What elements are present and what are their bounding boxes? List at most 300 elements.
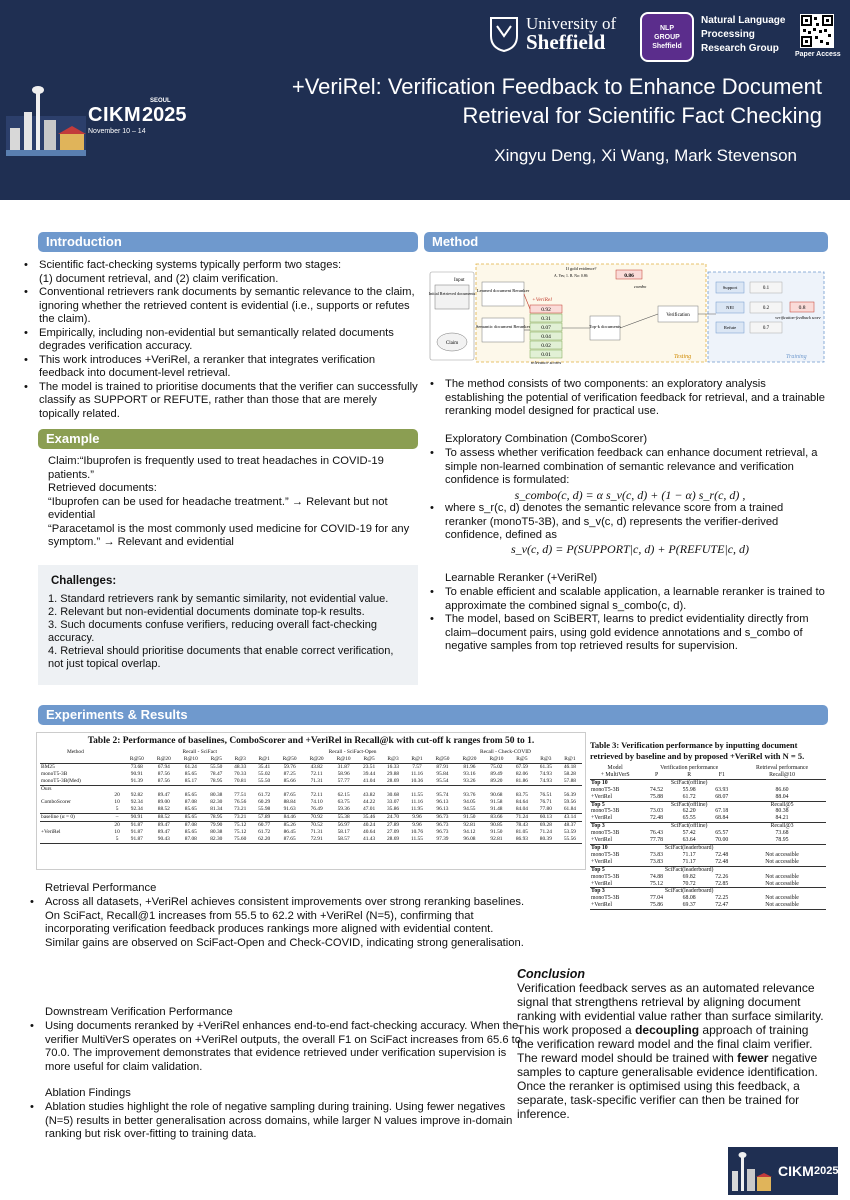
t2-value-cell: 59.36 (337, 806, 350, 813)
diagram-verification: Verification (666, 313, 690, 318)
group-name-line1: Natural Language (701, 15, 786, 26)
diagram-testing: Testing (674, 354, 692, 360)
conclusion-p3-bold: fewer (737, 1051, 769, 1065)
t2-value-cell: 75.12 (228, 822, 252, 829)
t2-value-cell: 87.56 (157, 777, 170, 784)
t2-value-cell: 72.11 (310, 770, 323, 777)
t2-value-cell: 83.75 (515, 792, 528, 799)
t2-group-header: Recall - SciFact-Open (328, 749, 377, 755)
diagram-rel-scores-label: relevance scores (530, 360, 562, 365)
t2-value-cell: 96.73 (436, 828, 449, 835)
conclusion-heading: Conclusion (517, 967, 586, 981)
university-crest-icon (489, 16, 519, 52)
table-row (590, 874, 826, 881)
table-row (40, 829, 582, 836)
t2-col-header: R@1 (564, 755, 576, 762)
t3-value-cell: 72.26 (715, 873, 729, 880)
t3-value-cell: 69.37 (682, 902, 696, 909)
t2-value-cell: 81.86 (515, 777, 528, 784)
t2-value-cell: 60.77 (252, 822, 276, 829)
t2-value-cell: 11.55 (411, 792, 423, 799)
diagram-gold-question: If gold evidence? (566, 266, 597, 271)
t2-value-cell: 9.96 (405, 814, 429, 822)
t2-col-header: R@3 (234, 755, 246, 762)
t2-value-cell: 61.72 (258, 828, 271, 835)
t3-setting-label: SciFact(offline) (640, 823, 738, 830)
t2-value-cell: 10.36 (410, 777, 424, 784)
t2-value-cell: 74.93 (539, 770, 552, 777)
t2-value-cell: 62.20 (258, 835, 271, 842)
t2-value-cell: 91.50 (456, 814, 483, 822)
t2-value-cell: 95.84 (436, 770, 449, 777)
method-bullet: • To enable efficient and scalable application, a learnable reranker is trained to approximate the combined signal s_combo(c, d). (426, 586, 826, 613)
t3-value-cell: 61.72 (682, 793, 696, 800)
table-row (590, 794, 826, 801)
downstream-heading (45, 1006, 525, 1020)
t2-value-cell: 90.85 (483, 822, 510, 829)
t2-value-cell: 58.96 (337, 770, 350, 777)
t2-value-cell: 53.59 (563, 828, 576, 835)
t2-n-cell (111, 763, 124, 770)
learn-heading (445, 572, 825, 586)
t3-model-cell: monoT5-3B (591, 851, 620, 858)
t2-col-header: R@3 (387, 755, 399, 762)
t2-value-cell: 87.25 (283, 770, 296, 777)
t2-method-cell (40, 836, 111, 843)
t2-value-cell: 55.56 (563, 835, 576, 842)
t2-value-cell: 81.05 (515, 828, 528, 835)
t2-method-cell: Ours (40, 785, 111, 792)
t2-value-cell: 71.31 (310, 828, 323, 835)
t2-value-cell: 90.43 (157, 835, 170, 842)
t2-value-cell: 75.02 (483, 763, 510, 770)
t3-model-cell: +VeriRel (591, 793, 612, 800)
t2-value-cell: 90.68 (490, 792, 503, 799)
t3-value-cell: Not accessible (765, 895, 799, 902)
t3-model-cell: monoT5-3B (591, 808, 620, 815)
t2-value-cell: 90.91 (130, 770, 143, 777)
t2-value-cell: 7.57 (405, 763, 429, 770)
learn-list (426, 586, 826, 654)
t3-value-cell: Not accessible (765, 873, 799, 880)
results-bullet: • Ablation studies highlight the role of negative sampling during training. Using fewer negatives (N=5) results in better generalisation across domains, while larger N values improve in-domain ranking but risk over-fitting to training data. (26, 1101, 526, 1142)
poster-title (225, 72, 822, 130)
t2-value-cell: 58.57 (337, 835, 350, 842)
t3-model-cell: +VeriRel (591, 815, 612, 822)
t2-value-cell: 70.92 (303, 814, 330, 822)
t2-value-cell: 96.13 (436, 799, 449, 806)
t3-value-cell: 71.17 (682, 858, 696, 865)
t2-value-cell: 27.09 (386, 828, 400, 835)
conclusion-p2-c: approach of training the verification reward model and the final claim verifier. (517, 1023, 813, 1051)
t2-value-cell: 60.13 (534, 814, 558, 822)
t2-value-cell: 89.47 (157, 828, 170, 835)
footer-logo-year: 2025 (814, 1165, 839, 1177)
t2-value-cell: 58.17 (337, 828, 350, 835)
t2-group-header: Recall - Check-COVID (480, 749, 531, 755)
t2-col-header: R@50 (129, 755, 144, 762)
t3-r-header: R (687, 771, 692, 778)
t3-block-header (590, 866, 826, 873)
t2-value-cell: 91.87 (130, 835, 143, 842)
t2-value-cell: 29.88 (386, 770, 400, 777)
t2-value-cell: 81.96 (456, 763, 483, 770)
t2-value-cell: 30.68 (386, 792, 400, 799)
t2-value-cell: 59.56 (563, 799, 576, 806)
t2-value-cell: 87.91 (429, 763, 456, 770)
t2-value-cell: 11.16 (411, 770, 423, 777)
results-bullet: • Using documents reranked by +VeriRel enhances end-to-end fact-checking accuracy. When the verifier MultiVerS operates on +VeriRel outputs, the overall F1 on SciFact increases from 65.6 to 70.0. The improvement demonstrates that evidence retrieved under verification supervision is more useful for claim validation. (26, 1020, 526, 1074)
t2-value-cell: 86.45 (283, 828, 296, 835)
t2-value-cell: 58.28 (563, 770, 576, 777)
t3-value-cell: 72.85 (715, 880, 729, 887)
conclusion-p2 (517, 1023, 827, 1051)
conference-city: SEOUL (150, 98, 171, 104)
t3-value-cell: Not accessible (765, 902, 799, 909)
t2-value-cell: 87.08 (184, 799, 197, 806)
t2-col-header: R@20 (462, 755, 477, 762)
t3-value-cell: 68.08 (682, 895, 696, 902)
introduction-list (20, 259, 418, 421)
t2-col-header: R@1 (258, 755, 270, 762)
experiments-heading: Experiments & Results (38, 705, 828, 725)
formula-combo: s_combo(c, d) = α s_v(c, d) + (1 − α) s_r(c, d) , (514, 488, 746, 502)
t3-value-cell: 86.60 (775, 786, 789, 793)
t3-value-cell: 72.25 (715, 895, 729, 902)
challenges-heading: Challenges: (51, 575, 117, 587)
t2-n-cell: 5 (115, 835, 119, 842)
t3-value-cell: 78.95 (775, 837, 789, 844)
t2-value-cell: 82.06 (515, 770, 528, 777)
retrieval-heading-text: Retrieval Performance (45, 882, 157, 894)
t2-value-cell: 35.86 (386, 806, 400, 813)
example-heading: Example (38, 429, 418, 449)
t2-value-cell: 87.65 (283, 792, 296, 799)
challenge-item: 4. Retrieval should prioritise documents that enable correct verification, not just topical overlap. (48, 645, 394, 670)
ablation-list (26, 1101, 526, 1142)
t2-value-cell: 88.52 (150, 814, 177, 822)
t2-value-cell: 87.56 (157, 770, 170, 777)
t2-col-header: R@3 (540, 755, 552, 762)
table3-panel (590, 740, 828, 958)
t2-value-cell: 47.01 (363, 806, 376, 813)
t2-method-cell (40, 792, 111, 799)
t3-value-cell: 74.52 (650, 786, 664, 793)
method-diagram (426, 258, 828, 368)
t3-setting-label: SciFact(leaderboard) (640, 844, 738, 851)
university-name-line2: Sheffield (526, 30, 606, 54)
t2-value-cell: 96.73 (429, 822, 456, 829)
t2-col-header: R@10 (183, 755, 198, 762)
t2-value-cell: 96.73 (429, 814, 456, 822)
t2-value-cell: 94.55 (463, 806, 476, 813)
table-row (590, 881, 826, 888)
table-row (590, 837, 826, 844)
t3-value-cell: 67.18 (715, 808, 729, 815)
table-row (40, 792, 582, 799)
conclusion-p3 (517, 1051, 827, 1121)
t2-value-cell: 84.64 (515, 799, 528, 806)
t3-top-label: Top 3 (590, 888, 640, 895)
t2-value-cell: 16.33 (381, 763, 405, 770)
t3-model-cell: monoT5-3B (591, 830, 620, 837)
t2-value-cell: 55.50 (204, 763, 228, 770)
t3-value-cell: Not accessible (765, 858, 799, 865)
t2-value-cell: 92.81 (490, 835, 503, 842)
nlp-logo-line1: NLP (660, 25, 674, 32)
t2-value-cell: 10.76 (410, 828, 424, 835)
t2-col-header: R@20 (156, 755, 171, 762)
verifier-score: 0.7 (762, 326, 770, 331)
t2-value-cell: 67.59 (510, 763, 534, 770)
t2-col-header: R@5 (516, 755, 528, 762)
t2-value-cell: 94.05 (463, 799, 476, 806)
t3-value-cell: 77.04 (650, 895, 664, 902)
t3-metric-label (738, 779, 826, 786)
diagram-gold-options: A. Yes; 1. B. No: 0.86 (554, 274, 588, 278)
t3-value-cell: 63.64 (682, 837, 696, 844)
t2-value-cell: 87.08 (184, 835, 197, 842)
t2-col-header: R@10 (336, 755, 351, 762)
t3-value-cell: 74.88 (650, 873, 664, 880)
t2-value-cell: 91.58 (490, 799, 503, 806)
qr-label: Paper Access (795, 51, 841, 58)
t2-method-cell: monoT5-3B (41, 770, 68, 777)
t3-model-cell: +VeriRel (591, 858, 612, 865)
author-list: Xingyu Deng, Xi Wang, Mark Stevenson (494, 146, 797, 165)
example-doc-2: “Paracetamol is the most commonly used medicine for COVID-19 for any symptom.” → Relevant and evidential (48, 522, 410, 548)
title-line2: Retrieval for Scientific Fact Checking (462, 103, 822, 128)
t2-value-cell: 85.17 (184, 777, 197, 784)
t2-value-cell: 88.52 (157, 806, 170, 813)
t3-block-header (590, 844, 826, 851)
t2-value-cell: 77.51 (234, 792, 247, 799)
downstream-list (26, 1020, 526, 1074)
intro-bullet: • This work introduces +VeriRel, a reranker that integrates verification feedback into document-level retrieval. (20, 354, 418, 381)
table-row (40, 822, 582, 829)
nlp-logo-line3: Sheffield (652, 43, 682, 50)
method-bullet: • The model, based on SciBERT, learns to predict evidentiality directly from claim–document pairs, using gold evidence annotations and s_combo of negative samples from top retrieved results for supervision. (426, 613, 826, 654)
t3-model-cell: +VeriRel (591, 902, 612, 909)
score-value: 0.02 (541, 343, 551, 349)
conclusion-p3-a: The reward model should be trained with (517, 1051, 738, 1065)
intro-bullet-text: Scientific fact-checking systems typically perform two stages: (39, 259, 342, 271)
intro-bullet: • Conventional retrievers rank documents by semantic relevance to the claim, ignoring whether the retrieved content is evidential (i.e., supports or refutes the claim). (20, 286, 418, 327)
t2-value-cell: 41.04 (363, 777, 376, 784)
challenge-item: 3. Such documents confuse verifiers, reducing overall fact-checking accuracy. (48, 619, 377, 644)
t3-value-cell: 70.00 (715, 837, 729, 844)
learn-heading-text: Learnable Reranker (+VeriRel) (445, 572, 598, 584)
t2-value-cell: 23.51 (357, 763, 381, 770)
t3-setting-label: SciFact(offline) (640, 779, 738, 786)
t3-block-header (590, 888, 826, 895)
t2-value-cell: 48.33 (228, 763, 252, 770)
challenge-item: 2. Relevant but non-evidential documents dominate top-k results. (48, 606, 365, 618)
t2-value-cell: 79.90 (204, 822, 228, 829)
t2-value-cell: 87.65 (283, 835, 296, 842)
t2-value-cell: 40.24 (357, 822, 381, 829)
t2-value-cell: 46.18 (558, 763, 582, 770)
t2-value-cell: 84.04 (515, 806, 528, 813)
t3-metric-header: Recall@10 (769, 771, 796, 778)
t3-value-cell: 63.93 (715, 786, 729, 793)
t2-value-cell: 56.97 (330, 822, 357, 829)
t3-value-cell: 73.83 (650, 858, 664, 865)
t2-col-header: R@5 (210, 755, 222, 762)
footer-cikm-logo (728, 1147, 838, 1195)
table2-panel (36, 732, 586, 870)
diagram-feedback-label: verification-feedback score (775, 315, 821, 320)
t2-value-cell: 28.69 (386, 777, 400, 784)
t3-metric-label (738, 888, 826, 895)
t2-value-cell: 91.48 (490, 806, 503, 813)
t2-value-cell: 80.39 (539, 835, 552, 842)
t2-value-cell: 61.72 (258, 792, 271, 799)
introduction-heading: Introduction (38, 232, 418, 252)
t3-value-cell: 88.04 (775, 793, 789, 800)
diagram-training: Training (786, 354, 807, 360)
t3-multivers-header: + MultiVerS (600, 771, 630, 778)
t2-value-cell: 57.88 (563, 777, 576, 784)
t2-value-cell: 85.65 (184, 770, 197, 777)
t3-metric-label: Recall@3 (738, 823, 826, 830)
score-value: 0.92 (541, 307, 551, 313)
t2-value-cell: 90.91 (123, 814, 150, 822)
t2-col-header: R@10 (489, 755, 504, 762)
t2-value-cell: 70.52 (303, 822, 330, 829)
diagram-refute: Refute (723, 325, 737, 330)
t2-value-cell: 70.33 (234, 770, 247, 777)
t3-value-cell: 73.03 (650, 808, 664, 815)
t3-model-cell: +VeriRel (591, 837, 612, 844)
challenges-list (48, 593, 408, 671)
table-row (40, 814, 582, 822)
t2-value-cell: 73.21 (234, 806, 247, 813)
t3-value-cell: 68.07 (715, 793, 729, 800)
t2-value-cell: 28.69 (386, 835, 400, 842)
t3-value-cell: 72.48 (650, 815, 664, 822)
t2-value-cell: 61.24 (177, 763, 204, 770)
t2-value-cell: 40.64 (363, 828, 376, 835)
nlp-group-name (701, 14, 785, 56)
table3-caption: Table 3: Verification performance by inputting document retrieved by baseline and by proposed +VeriRel with N = 5. (590, 740, 805, 761)
t2-col-header: R@1 (411, 755, 423, 762)
t2-value-cell: 9.96 (405, 822, 429, 829)
t3-value-cell: 68.84 (715, 815, 729, 822)
t2-method-cell: monoT5-3B(Med) (41, 777, 81, 784)
t2-col-header: R@20 (309, 755, 324, 762)
t3-metric-label (738, 866, 826, 873)
diagram-verirel: +VeriRel (532, 297, 552, 303)
method-bullet: • where s_r(c, d) denotes the semantic relevance score from a trained reranker (monoT5-3B), and s_v(c, d) represents the verifier-derived confidence, defined as (426, 502, 826, 543)
t2-n-cell: 10 (114, 799, 120, 806)
t2-value-cell: 56.39 (563, 792, 576, 799)
t3-model-cell: +VeriRel (591, 880, 612, 887)
table-row (590, 895, 826, 902)
downstream-heading-text: Downstream Verification Performance (45, 1006, 233, 1018)
t3-value-cell: 57.42 (682, 830, 696, 837)
verifier-score: 0.1 (762, 286, 770, 291)
nlp-group-logo (640, 12, 694, 62)
score-value: 0.07 (541, 325, 551, 331)
ablation-heading-text: Ablation Findings (45, 1087, 131, 1099)
t2-value-cell: 96.13 (436, 806, 449, 813)
t3-value-cell: 62.20 (682, 808, 696, 815)
t2-value-cell: 85.26 (276, 822, 303, 829)
t3-value-cell: 80.38 (775, 808, 789, 815)
t2-value-cell: 83.66 (483, 814, 510, 822)
t2-value-cell: 41.43 (363, 835, 376, 842)
t2-method-cell: BM25 (40, 763, 111, 770)
t3-verif-header: Verification performance (660, 765, 719, 771)
t2-value-cell: 62.15 (337, 792, 350, 799)
t2-value-cell: 88.84 (283, 799, 296, 806)
where-list (426, 502, 826, 543)
t2-col-header: R@50 (435, 755, 450, 762)
t2-value-cell: 43.82 (303, 763, 330, 770)
t2-value-cell: 78.43 (510, 822, 534, 829)
t2-value-cell: 73.21 (228, 814, 252, 822)
conclusion-p2-a: This work proposed a (517, 1023, 636, 1037)
t3-block-header (590, 823, 826, 830)
t3-value-cell: 75.12 (650, 880, 664, 887)
t3-value-cell: 72.48 (715, 858, 729, 865)
t3-value-cell: 73.83 (650, 851, 664, 858)
diagram-input: Input (454, 278, 465, 283)
verifier-score: 0.2 (762, 306, 770, 311)
t2-value-cell: 61.35 (534, 763, 558, 770)
results-bullet: • Across all datasets, +VeriRel achieves consistent improvements over strong reranking baselines. On SciFact, Recall@1 increases from 55.5 to 62.2 with +VeriRel (N=5), confirming that incorporating verification feedback produces rankings more aligned with evidential content. Similar gains are observed on SciFact-Open and Check-COVID, indicating strong generalisation. (26, 896, 526, 950)
table-row (590, 808, 826, 815)
t2-col-header: R@5 (363, 755, 375, 762)
t2-value-cell: 89.49 (490, 770, 503, 777)
t2-value-cell: 76.51 (539, 792, 552, 799)
t3-value-cell: 70.72 (682, 880, 696, 887)
t2-value-cell: 92.34 (130, 806, 143, 813)
t2-n-cell (111, 771, 124, 778)
t2-n-cell: – (111, 814, 124, 822)
table-row (590, 815, 826, 822)
t2-value-cell: 57.89 (252, 814, 276, 822)
t2-value-cell: 35.46 (357, 814, 381, 822)
t2-n-cell: 20 (111, 822, 124, 829)
t2-n-cell: 20 (114, 792, 120, 799)
conclusion-p1: Verification feedback serves as an automated relevance signal that strengthens retrieval by aligning document ranking with evidential value rather than surface similarity. (517, 981, 824, 1023)
explore-heading-text: Exploratory Combination (ComboScorer) (445, 433, 648, 445)
t2-value-cell: 92.34 (130, 799, 143, 806)
t2-value-cell: 96.08 (463, 835, 476, 842)
group-name-line2: Processing (701, 29, 755, 40)
t2-n-cell: 5 (115, 806, 119, 813)
conclusion-p3-c: negative samples to capture generalisable evidence identification. Once the reranker is optimised using this feedback, a separate, task-specific verifier can then be trained for inference. (517, 1051, 818, 1121)
title-line1: +VeriRel: Verification Feedback to Enhance Document (291, 74, 822, 99)
score-value: 0.04 (541, 334, 551, 340)
diagram-nei: NEI (726, 305, 734, 310)
footer-logo-text: CIKM (778, 1163, 814, 1179)
t2-value-cell: 48.37 (558, 822, 582, 829)
t2-value-cell: 24.70 (381, 814, 405, 822)
t3-retr-header: Retrieval performance (756, 765, 809, 771)
t2-value-cell: 55.02 (258, 770, 271, 777)
t3-block-header (590, 779, 826, 786)
university-name-line1: University of (526, 14, 617, 33)
t2-value-cell: 43.82 (363, 792, 376, 799)
t2-value-cell: 85.66 (283, 777, 296, 784)
t3-value-cell: 71.17 (682, 851, 696, 858)
t2-value-cell: 91.87 (130, 828, 143, 835)
qr-code-icon[interactable] (800, 14, 834, 48)
t3-value-cell: 72.47 (715, 902, 729, 909)
